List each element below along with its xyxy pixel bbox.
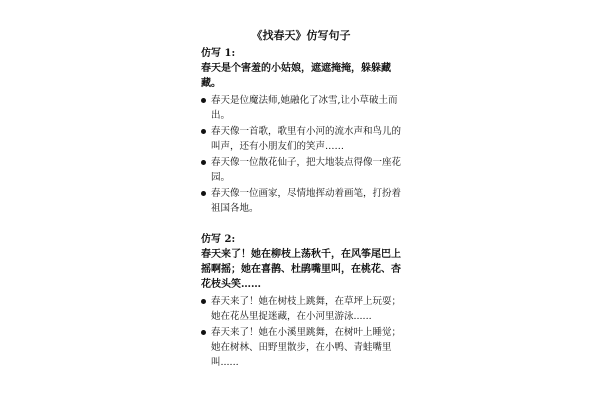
section-1-bullet-list [201,93,401,216]
list-item-text: 春天像一位散花仙子，把大地装点得像一座花园。 [211,157,402,183]
bullet-icon [201,129,206,134]
section-spacer [201,217,401,232]
bullet-icon [201,98,206,103]
bullet-icon [201,191,206,196]
list-item-text: 春天来了！她在树枝上跳舞，在草坪上玩耍；她在花丛里捉迷藏，在小河里游泳...... [211,296,402,322]
document-title: 《找春天》仿写句子 [251,29,351,42]
list-item [201,325,401,370]
section-1-prompt: 春天是个害羞的小姑娘，遮遮掩掩，躲躲藏藏。 [201,63,391,89]
list-item [201,155,401,185]
list-item-text: 春天来了！她在小溪里跳舞，在树叶上睡觉；她在树林、田野里散步，在小鸭、青蛙嘴里叫...... [211,327,402,368]
section-2-prompt: 春天来了！她在柳枝上荡秋千，在风筝尾巴上摇啊摇；她在喜鹊、杜鹃嘴里叫，在桃花、杏花枝头笑…… [201,249,401,290]
section-2-label: 仿写 2: [201,234,236,245]
section-2-bullet-list [201,294,401,370]
document-page [201,28,401,371]
list-item [201,294,401,324]
list-item-text: 春天像一位画家，尽情地挥动着画笔，打扮着祖国各地。 [211,188,402,214]
list-item-text: 春天像一首歌，歌里有小河的流水声和鸟儿的叫声，还有小朋友们的笑声…… [211,126,402,152]
list-item [201,124,401,154]
list-item [201,93,401,123]
bullet-icon [201,299,206,304]
section-1-label: 仿写 1: [201,48,236,59]
section-2 [201,232,401,370]
section-1 [201,46,401,216]
list-item-text: 春天是位魔法师,她融化了冰雪,让小草破土而出。 [211,95,398,121]
bullet-icon [201,330,206,335]
bullet-icon [201,160,206,165]
list-item [201,186,401,216]
